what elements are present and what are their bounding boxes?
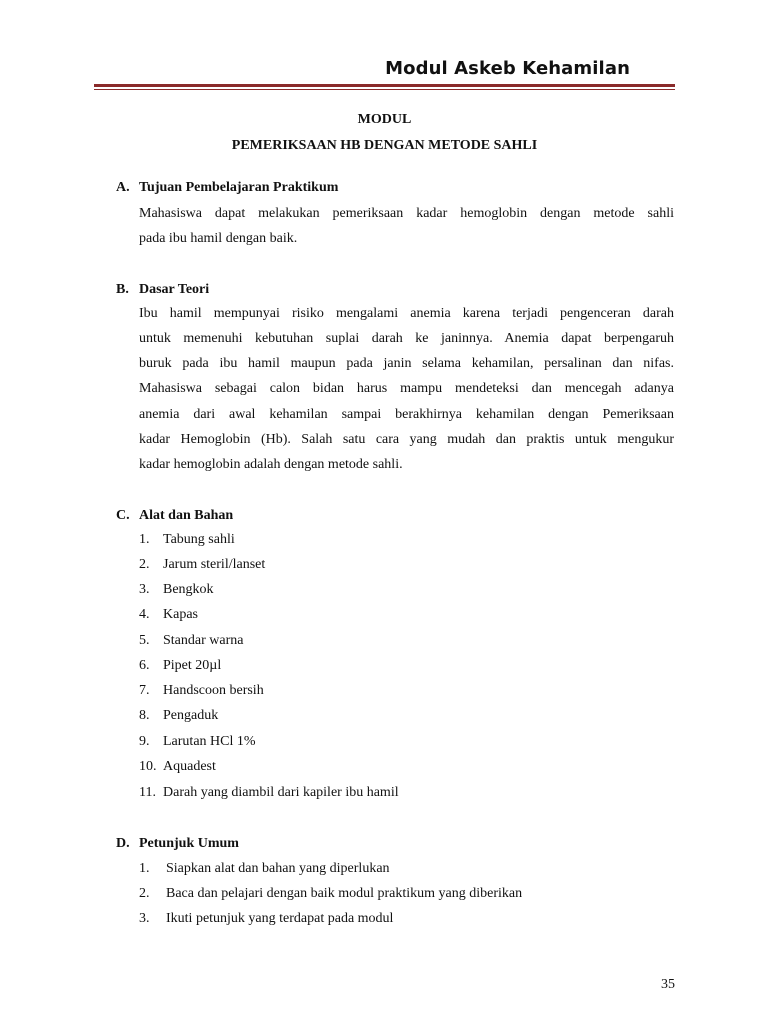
header-rule-thick xyxy=(94,84,675,87)
section-a-line: pada ibu hamil dengan baik. xyxy=(139,231,298,246)
list-item-number: 2. xyxy=(139,557,150,572)
list-item: Darah yang diambil dari kapiler ibu hamil xyxy=(163,785,399,800)
list-item: Jarum steril/lanset xyxy=(163,557,266,572)
list-item: Handscoon bersih xyxy=(163,683,264,698)
list-item-number: 11. xyxy=(139,785,156,800)
list-item: Tabung sahli xyxy=(163,532,235,547)
section-b-line: anemia dari awal kehamilan sampai berakhirnya kehamilan dengan Pemeriksaan xyxy=(139,407,674,422)
section-b-heading: Dasar Teori xyxy=(139,282,210,297)
list-item: Pipet 20µl xyxy=(163,658,222,673)
document-title-line-2: PEMERIKSAAN HB DENGAN METODE SAHLI xyxy=(231,138,538,153)
section-b-line: Ibu hamil mempunyai risiko mengalami anemia karena terjadi pengenceran darah xyxy=(139,306,674,321)
list-item-number: 6. xyxy=(139,658,150,673)
document-title-line-1: MODUL xyxy=(357,112,412,127)
section-c-letter: C. xyxy=(116,508,130,523)
list-item: Baca dan pelajari dengan baik modul praktikum yang diberikan xyxy=(166,886,523,901)
list-item: Siapkan alat dan bahan yang diperlukan xyxy=(166,861,390,876)
list-item-number: 2. xyxy=(139,886,150,901)
list-item-number: 1. xyxy=(139,861,150,876)
list-item-number: 7. xyxy=(139,683,150,698)
running-header-title: Modul Askeb Kehamilan xyxy=(385,58,630,79)
list-item: Pengaduk xyxy=(163,708,219,723)
list-item: Aquadest xyxy=(163,759,216,774)
list-item-number: 9. xyxy=(139,734,150,749)
section-b-line: buruk pada ibu hamil maupun pada janin selama kehamilan, persalinan dan nifas. xyxy=(139,356,674,371)
list-item-number: 5. xyxy=(139,633,150,648)
section-b-line: untuk memenuhi kebutuhan suplai darah ke janinnya. Anemia dapat berpengaruh xyxy=(139,331,674,346)
section-d-heading: Petunjuk Umum xyxy=(139,836,239,851)
header-rule-thin xyxy=(94,89,675,90)
list-item: Larutan HCl 1% xyxy=(163,734,256,749)
section-a-line: Mahasiswa dapat melakukan pemeriksaan kadar hemoglobin dengan metode sahli xyxy=(139,206,674,221)
section-b-line: Mahasiswa sebagai calon bidan harus mampu mendeteksi dan mencegah adanya xyxy=(139,381,674,396)
section-b-line: kadar Hemoglobin (Hb). Salah satu cara yang mudah dan praktis untuk mengukur xyxy=(139,432,674,447)
list-item-number: 1. xyxy=(139,532,150,547)
section-b-line: kadar hemoglobin adalah dengan metode sahli. xyxy=(139,457,403,472)
list-item: Kapas xyxy=(163,607,198,622)
section-d-letter: D. xyxy=(116,836,130,851)
list-item-number: 3. xyxy=(139,911,150,926)
section-a-heading: Tujuan Pembelajaran Praktikum xyxy=(139,180,339,195)
section-b-letter: B. xyxy=(116,282,129,297)
section-c-heading: Alat dan Bahan xyxy=(139,508,234,523)
page-number: 35 xyxy=(661,977,675,992)
section-a-letter: A. xyxy=(116,180,130,195)
list-item: Ikuti petunjuk yang terdapat pada modul xyxy=(166,911,394,926)
list-item: Bengkok xyxy=(163,582,214,597)
list-item-number: 3. xyxy=(139,582,150,597)
list-item-number: 4. xyxy=(139,607,150,622)
list-item-number: 10. xyxy=(139,759,157,774)
list-item-number: 8. xyxy=(139,708,150,723)
list-item: Standar warna xyxy=(163,633,244,648)
